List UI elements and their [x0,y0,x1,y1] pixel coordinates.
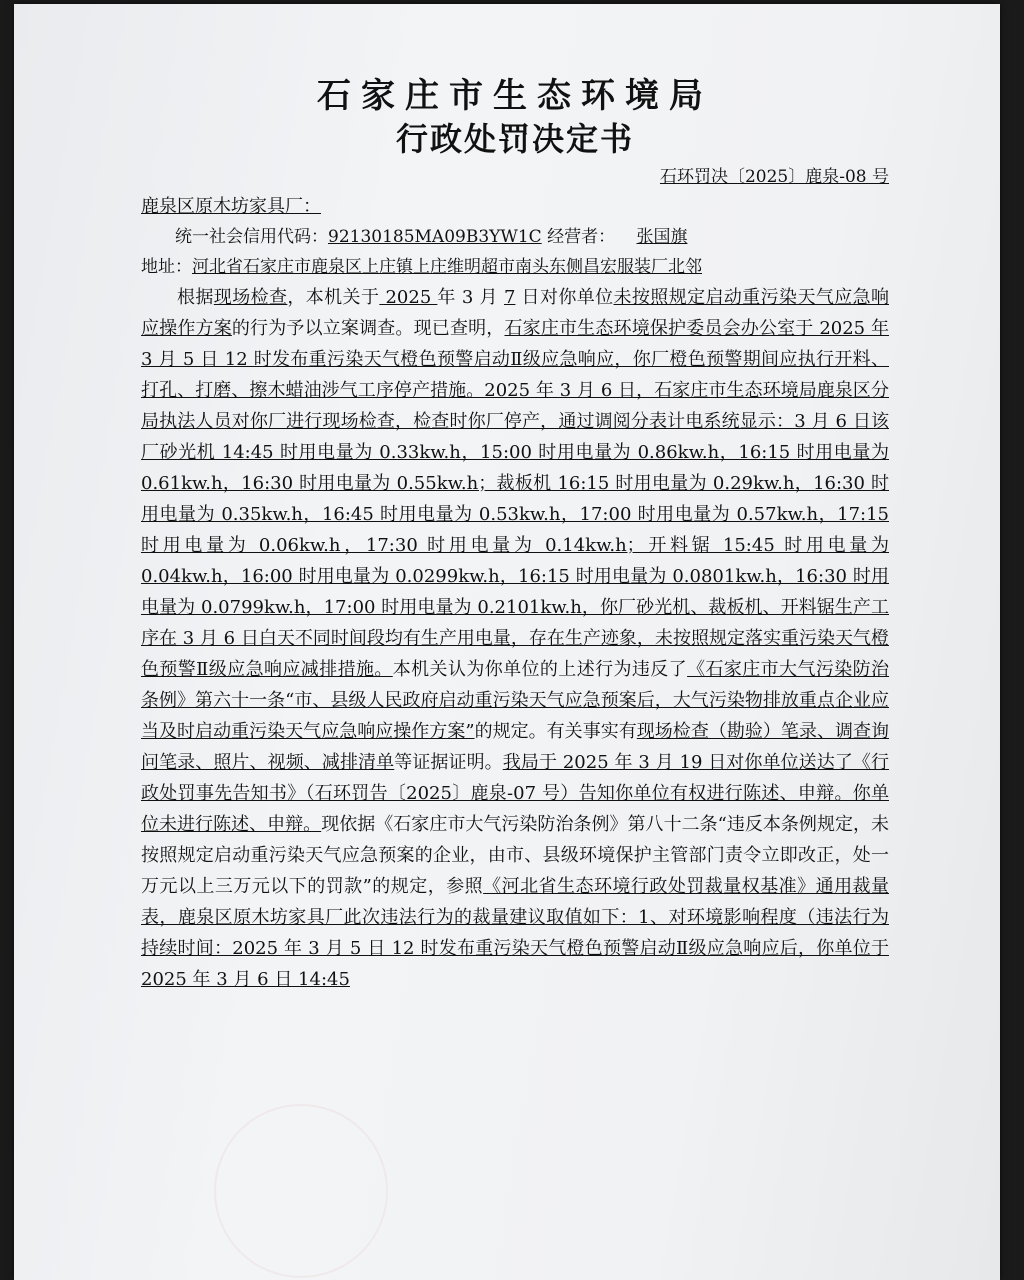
credit-code-label: 统一社会信用代码： [175,227,328,247]
document-sheet [14,4,1000,1280]
document-content [141,74,889,995]
recipient: 鹿泉区原木坊家具厂： [141,196,321,217]
credit-code-value: 92130185MA09B3YW1C [328,227,542,247]
credit-code-line [141,222,889,252]
document-title: 行政处罚决定书 [395,120,634,158]
operator-label: 经营者： [547,227,616,247]
address-label: 地址： [141,257,192,277]
address-value: 河北省石家庄市鹿泉区上庄镇上庄维明超市南头东侧昌宏服装厂北邻 [192,257,702,277]
agency-title: 石家庄市生态环境局 [317,76,713,116]
faint-seal-mark [214,1104,388,1278]
decision-body: 根据现场检查，本机关于 2025 年 3 月 7 日对你单位未按照规定启动重污染天气应急响应操作方案的行为予以立案调查。现已查明，石家庄市生态环境保护委员会办公室于 2025 年 3 月 5 日 12 时发布重污染天气橙色预警启动Ⅱ级应急响应，你厂橙色预警期间应执行开料、打孔、打磨、擦木蜡油涉气工序停产措施。2025 年 3 月 6 日，石家庄市生态环境局鹿泉区分局执法人员对你厂进行现场检查，检查时你厂停产，通过调阅分表计电系统显示：3 月 6 日该厂砂光机 14:45 时用电量为 0.33kw.h，15:00 时用电量为 0.86kw.h，16:15 时用电量为 0.61kw.h，16:30 时用电量为 0.55kw.h；裁板机 16:15 时用电量为 0.29kw.h，16:30 时用电量为 0.35kw.h，16:45 时用电量为 0.53kw.h，17:00 时用电量为 0.57kw.h，17:15 时用电量为 0.06kw.h，17:30 时用电量为 0.14kw.h；开料锯 15:45 时用电量为 0.04kw.h，16:00 时用电量为 0.0299kw.h，16:15 时用电量为 0.0801kw.h，16:30 时用电量为 0.0799kw.h，17:00 时用电量为 0.2101kw.h，你厂砂光机、裁板机、开料锯生产工序在 3 月 6 日白天不同时间段均有生产用电量，存在生产迹象，未按照规定落实重污染天气橙色预警Ⅱ级应急响应减排措施。本机关认为你单位的上述行为违反了《石家庄市大气污染防治条例》第六十一条“市、县级人民政府启动重污染天气应急预案后，大气污染物排放重点企业应当及时启动重污染天气应急响应操作方案”的规定。有关事实有现场检查（勘验）笔录、调查询问笔录、照片、视频、减排清单等证据证明。我局于 2025 年 3 月 19 日对你单位送达了《行政处罚事先告知书》（石环罚告〔2025〕鹿泉-07 号）告知你单位有权进行陈述、申辩。你单位未进行陈述、申辩。现依据《石家庄市大气污染防治条例》第八十二条“违反本条例规定，未按照规定启动重污染天气应急预案的企业，由市、县级环境保护主管部门责令立即改正，处一万元以上三万元以下的罚款”的规定，参照《河北省生态环境行政处罚裁量权基准》通用裁量表，鹿泉区原木坊家具厂此次违法行为的裁量建议取值如下：1、对环境影响程度（违法行为持续时间：2025 年 3 月 5 日 12 时发布重污染天气橙色预警启动Ⅱ级应急响应后，你单位于 2025 年 3 月 6 日 14:45 [141,287,890,990]
operator-value: 张国旗 [636,227,688,247]
document-number: 石环罚决〔2025〕鹿泉-08 号 [659,167,889,187]
address-line [141,252,889,282]
